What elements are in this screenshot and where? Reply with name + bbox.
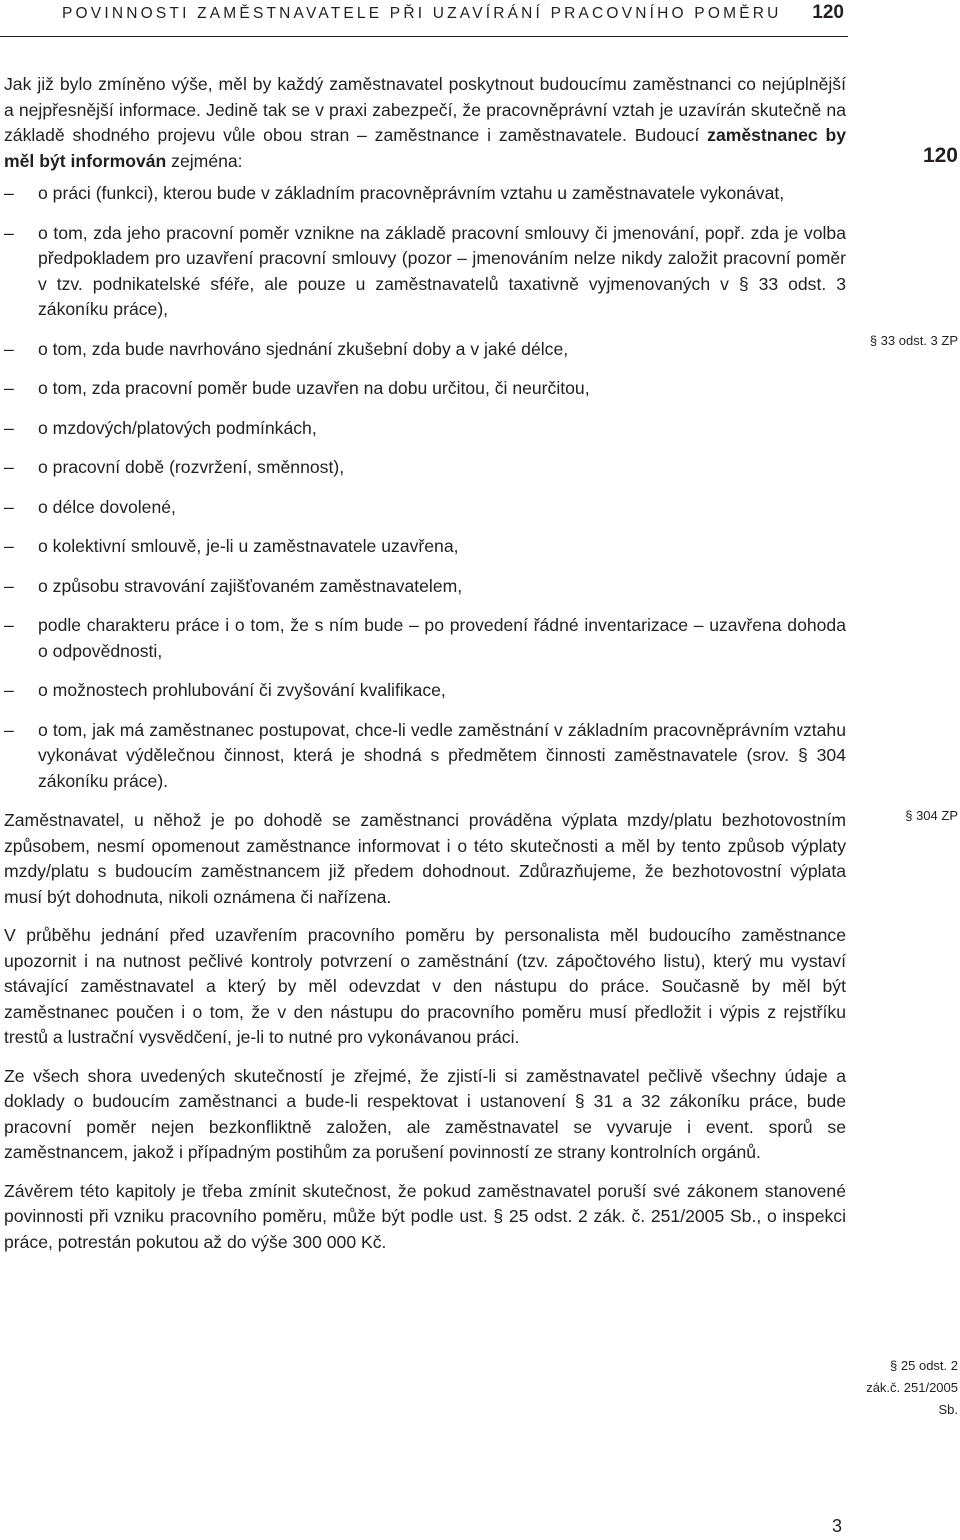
information-list bbox=[4, 181, 846, 794]
list-item: – o možnostech prohlubování či zvyšování kvalifikace, bbox=[4, 678, 846, 704]
list-item: – o tom, zda jeho pracovní poměr vznikne na základě pracovní smlouvy či jmenování, popř. zda je volba předpokladem pro uzavření pracovní smlouvy (pozor – jmenováním nelze nikdy založit pracovní poměr v tzv. podnikatelské sféře, ale pouze u zaměstnavatelů taxativně vyjmenovaných v § 33 odst. 3 zákoníku práce), bbox=[4, 222, 846, 319]
list-item: – o mzdových/platových podmínkách, bbox=[4, 416, 846, 442]
page-number: 3 bbox=[831, 1516, 842, 1536]
dash-bullet: – bbox=[4, 496, 14, 517]
chapter-title: POVINNOSTI ZAMĚSTNAVATELE PŘI UZAVÍRÁNÍ PRACOVNÍHO POMĚRU bbox=[62, 5, 782, 22]
intro-paragraph: Jak již bylo zmíněno výše, měl by každý zaměstnavatel poskytnout budoucímu zaměstnanci co nejúplnější a nejpřesnější informace. Jedině tak se v praxi zabezpečí, že pracovněprávní vztah je uzavírán skutečně na základě shodného projevu vůle obou stran – zaměstnance i zaměstnavatele. Budoucí zaměstnanec by měl být informován zejména: bbox=[4, 74, 846, 171]
margin-note: § 304 ZP bbox=[905, 808, 958, 823]
margin-note: Sb. bbox=[938, 1402, 958, 1417]
emphasis: zaměstnanec by měl být informován bbox=[4, 125, 846, 171]
main-text bbox=[4, 68, 846, 1255]
dash-bullet: – bbox=[4, 338, 14, 359]
paragraph: Ze všech shora uvedených skutečností je zřejmé, že zjistí-li si zaměstnavatel pečlivě všechny údaje a doklady o budoucím zaměstnanci a bude-li respektovat i ustanovení § 31 a 32 zákoníku práce, bude pracovní poměr nejen bezkonfliktně založen, ale zaměstnavatel se vyvaruje i event. sporů se zaměstnancem, jakož i případným postihům za porušení povinností ze strany kontrolních orgánů. bbox=[4, 1065, 846, 1162]
list-item: – o délce dovolené, bbox=[4, 495, 846, 521]
dash-bullet: – bbox=[4, 417, 14, 438]
margin-note: zák.č. 251/2005 bbox=[866, 1380, 958, 1395]
list-item: – o tom, zda pracovní poměr bude uzavřen na dobu určitou, či neurčitou, bbox=[4, 376, 846, 402]
list-item: – o práci (funkci), kterou bude v základním pracovněprávním vztahu u zaměstnavatele vykonávat, bbox=[4, 181, 846, 207]
list-item: – o způsobu stravování zajišťovaném zaměstnavatelem, bbox=[4, 574, 846, 600]
header-page-number: 120 bbox=[812, 2, 844, 23]
list-item: – o pracovní době (rozvržení, směnnost), bbox=[4, 455, 846, 481]
dash-bullet: – bbox=[4, 615, 14, 635]
dash-bullet: – bbox=[4, 575, 14, 596]
paragraph: Zaměstnavatel, u něhož je po dohodě se zaměstnanci prováděna výplata mzdy/platu bezhotovostním způsobem, nesmí opomenout zaměstnance informovat i o této skutečnosti a měl by tento způsob výplaty mzdy/platu s budoucím zaměstnancem již předem dohodnout. Zdůrazňujeme, že bezhotovostní výplata musí být dohodnuta, nikoli oznámena či nařízena. bbox=[4, 810, 846, 907]
dash-bullet: – bbox=[4, 719, 14, 740]
margin-note: § 33 odst. 3 ZP bbox=[869, 333, 958, 348]
paragraph: Závěrem této kapitoly je třeba zmínit skutečnost, že pokud zaměstnavatel poruší své zákonem stanovené povinnosti při vzniku pracovního poměru, může být podle ust. § 25 odst. 2 zák. č. 251/2005 Sb., o inspekci práce, potrestán pokutou až do výše 300 000 Kč. bbox=[4, 1180, 846, 1252]
list-item: – podle charakteru práce i o tom, že s ním bude – po provedení řádné inventarizace – uzavřena dohoda o odpovědnosti, bbox=[4, 615, 846, 661]
list-item: – o kolektivní smlouvě, je-li u zaměstnavatele uzavřena, bbox=[4, 534, 846, 560]
margin-note: § 25 odst. 2 bbox=[890, 1358, 958, 1373]
margin-page-number: 120 bbox=[922, 144, 958, 167]
dash-bullet: – bbox=[4, 378, 14, 398]
running-header bbox=[0, 0, 848, 37]
paragraph: V průběhu jednání před uzavřením pracovního poměru by personalista měl budoucího zaměstnance upozornit i na nutnost pečlivé kontroly potvrzení o zaměstnání (tzv. zápočtového listu), který mu vystaví stávající zaměstnavatel a který by měl odevzdat v den nástupu do práce. Současně by měl být zaměstnanec poučen i o tom, že v den nástupu do pracovního poměru musí předložit i výpis z rejstříku trestů a lustrační vysvědčení, je-li to nutné pro vykonávanou práci. bbox=[4, 925, 846, 1047]
list-item: – o tom, zda bude navrhováno sjednání zkušební doby a v jaké délce, bbox=[4, 337, 846, 363]
dash-bullet: – bbox=[4, 222, 14, 243]
dash-bullet: – bbox=[4, 680, 14, 700]
dash-bullet: – bbox=[4, 457, 14, 477]
list-item: – o tom, jak má zaměstnanec postupovat, chce-li vedle zaměstnání v základním pracovněprávním vztahu vykonávat výdělečnou činnost, která je shodná s předmětem činnosti zaměstnavatele (srov. § 304 zákoníku práce). bbox=[4, 719, 846, 791]
dash-bullet: – bbox=[4, 183, 14, 203]
dash-bullet: – bbox=[4, 536, 14, 556]
